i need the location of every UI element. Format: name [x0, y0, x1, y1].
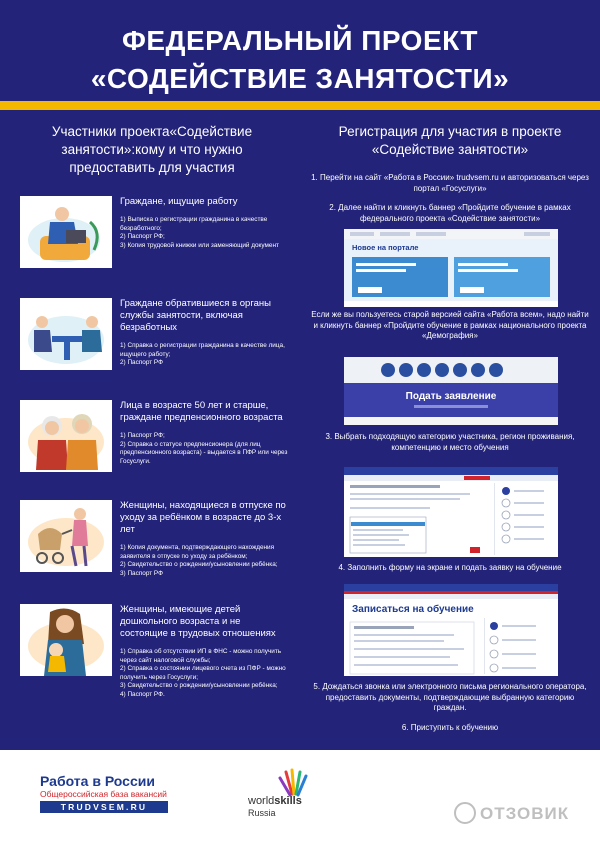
group-title: Граждане, ищущие работу: [120, 196, 238, 207]
portal-heading: Новое на портале: [352, 243, 419, 252]
worldskills-wordmark: [248, 796, 302, 807]
category-screenshot-graphic: [344, 467, 558, 557]
rab-logo-subtitle: Общероссийская база вакансий: [40, 789, 167, 799]
title-line-2: «СОДЕЙСТВИЕ ЗАНЯТОСТИ»: [90, 63, 510, 94]
step-alternative: Если же вы пользуетесь старой версией сайта «Работа всем», надо найти и кликнуть баннер «Пройдите обучение в рамках национального проекта «Демография»: [311, 310, 589, 340]
apply-banner: Подать заявление: [405, 391, 497, 402]
portal-screenshot-graphic: [344, 229, 558, 307]
registration-heading: Регистрация для участия в проекте «Содействие занятости»: [338, 124, 562, 157]
rabota-v-rossii-logo: [40, 773, 168, 813]
rab-logo-url: TRUDVSEM.RU: [40, 801, 168, 813]
meeting-illustration: [20, 298, 112, 370]
woman-with-stroller-illustration: [20, 500, 112, 572]
group-title: Женщины, находящиеся в отпуске по уходу за ребёнком в возрасте до 3-х лет: [120, 500, 286, 535]
man-with-laptop-illustration: [20, 196, 112, 268]
otzovik-watermark: ОТЗОВИК: [480, 804, 570, 823]
worldskills-russia: Russia: [248, 808, 276, 818]
mother-with-child-illustration: [20, 604, 112, 676]
group-title: Лица в возрасте 50 лет и старше, граждане предпенсионного возраста: [120, 400, 283, 423]
step-4: 4. Заполнить форму на экране и подать заявку на обучение: [338, 563, 562, 572]
group-docs: 1) Справка о регистрации гражданина в качестве лица, ищущего работу; 2) Паспорт РФ: [120, 342, 285, 367]
title-line-1: ФЕДЕРАЛЬНЫЙ ПРОЕКТ: [121, 25, 479, 56]
gold-divider: [0, 101, 600, 110]
form-screenshot: [344, 584, 558, 676]
form-title: Записаться на обучение: [352, 604, 474, 615]
group-docs: 1) Паспорт РФ; 2) Справка о статусе предпенсионера (для лиц предпенсионного возраста) - выдается в ПФР или через Госуслуги.: [120, 432, 288, 465]
ws-world: world: [248, 795, 275, 807]
page-title: [0, 22, 600, 98]
portal-screenshot: [344, 229, 558, 307]
step-1: 1. Перейти на сайт «Работа в России» trudvsem.ru и авторизоваться через портал «Госуслуги»: [311, 173, 589, 193]
step-2: 2. Далее найти и кликнуть баннер «Пройдите обучение в рамках федерального проекта «Содействие занятости»: [329, 203, 571, 223]
rab-logo-title: Работа в России: [40, 773, 155, 789]
group-docs: 1) Справка об отсутствии ИП в ФНС - можно получить через сайт налоговой службы; 2) Справка о состоянии лицевого счета из ПФР - можно получить через Госуслуги; 3) Свидетельство о рождении/усыновлении ребёнка; 4) Паспорт РФ.: [120, 648, 286, 698]
group-docs: 1) Выписка о регистрации гражданина в качестве безработного; 2) Паспорт РФ; 3) Копия трудовой книжки или заменяющий документ: [120, 216, 279, 249]
otzovik-logo-icon: [454, 802, 476, 824]
step-3: 3. Выбрать подходящую категорию участника, регион проживания, компетенцию и место обучения: [325, 432, 575, 452]
form-screenshot-graphic: [344, 584, 558, 676]
participants-heading: Участники проекта«Содействие занятости»:кому и что нужно предоставить для участия: [51, 124, 253, 175]
step-5: 5. Дождаться звонка или электронного письма регионального оператора, предоставить документы, подтверждающие выбранную категорию граждан.: [313, 682, 587, 712]
ws-skills: skills: [274, 795, 302, 807]
group-title: Граждане обратившиеся в органы службы занятости, включая безработных: [120, 298, 271, 333]
category-screenshot: [344, 467, 558, 557]
demography-screenshot: [344, 357, 558, 425]
group-title: Женщины, имеющие детей дошкольного возраста и не состоящие в трудовых отношениях: [120, 604, 276, 639]
elderly-couple-illustration: [20, 400, 112, 472]
step-6: 6. Приступить к обучению: [401, 723, 499, 732]
group-docs: 1) Копия документа, подтверждающего нахождения заявителя в отпуске по уходу за ребёнком; 2) Свидетельство о рождении/усыновлении ребёнка; 3) Паспорт РФ: [120, 544, 278, 577]
